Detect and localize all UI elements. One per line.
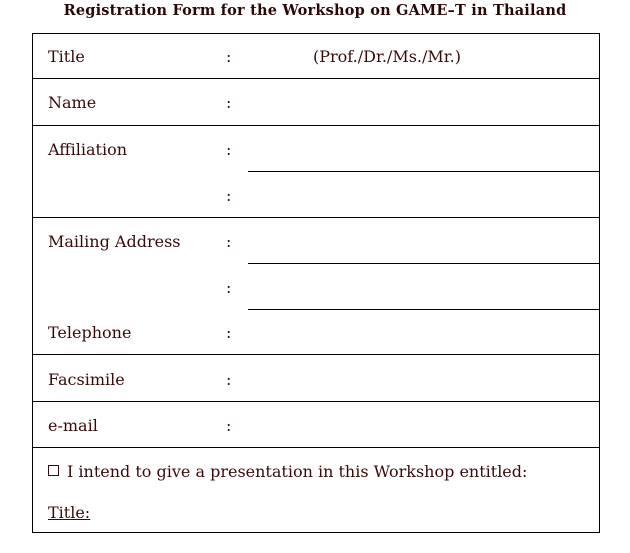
mailing-address-line-2[interactable] [248, 309, 599, 310]
email-colon: : [226, 416, 232, 435]
row-divider [33, 401, 599, 402]
mailing-address-colon-2: : [226, 278, 232, 297]
title-options[interactable]: (Prof./Dr./Ms./Mr.) [313, 47, 461, 66]
mailing-address-label: Mailing Address [48, 232, 181, 251]
title-colon: : [226, 47, 232, 66]
affiliation-label: Affiliation [48, 140, 128, 159]
name-colon: : [226, 93, 232, 112]
row-divider [33, 78, 599, 79]
row-divider [33, 217, 599, 218]
affiliation-colon-2: : [226, 186, 232, 205]
affiliation-colon: : [226, 140, 232, 159]
telephone-colon: : [226, 323, 232, 342]
email-label: e-mail [48, 416, 98, 435]
row-divider [33, 125, 599, 126]
facsimile-label: Facsimile [48, 370, 125, 389]
registration-form [32, 33, 600, 533]
affiliation-line[interactable] [248, 171, 599, 172]
row-divider [33, 354, 599, 355]
checkbox-icon[interactable] [48, 465, 59, 476]
presentation-checkbox-label: I intend to give a presentation in this Workshop entitled: [67, 462, 528, 481]
presentation-title-label: Title: [48, 503, 91, 522]
presentation-option[interactable] [48, 463, 527, 481]
name-label: Name [48, 93, 97, 112]
title-label: Title [48, 47, 85, 66]
telephone-label: Telephone [48, 323, 132, 342]
mailing-address-line[interactable] [248, 263, 599, 264]
row-divider [33, 447, 599, 448]
form-heading: Registration Form for the Workshop on GAME–T in Thailand [63, 2, 567, 19]
mailing-address-colon: : [226, 232, 232, 251]
facsimile-colon: : [226, 370, 232, 389]
